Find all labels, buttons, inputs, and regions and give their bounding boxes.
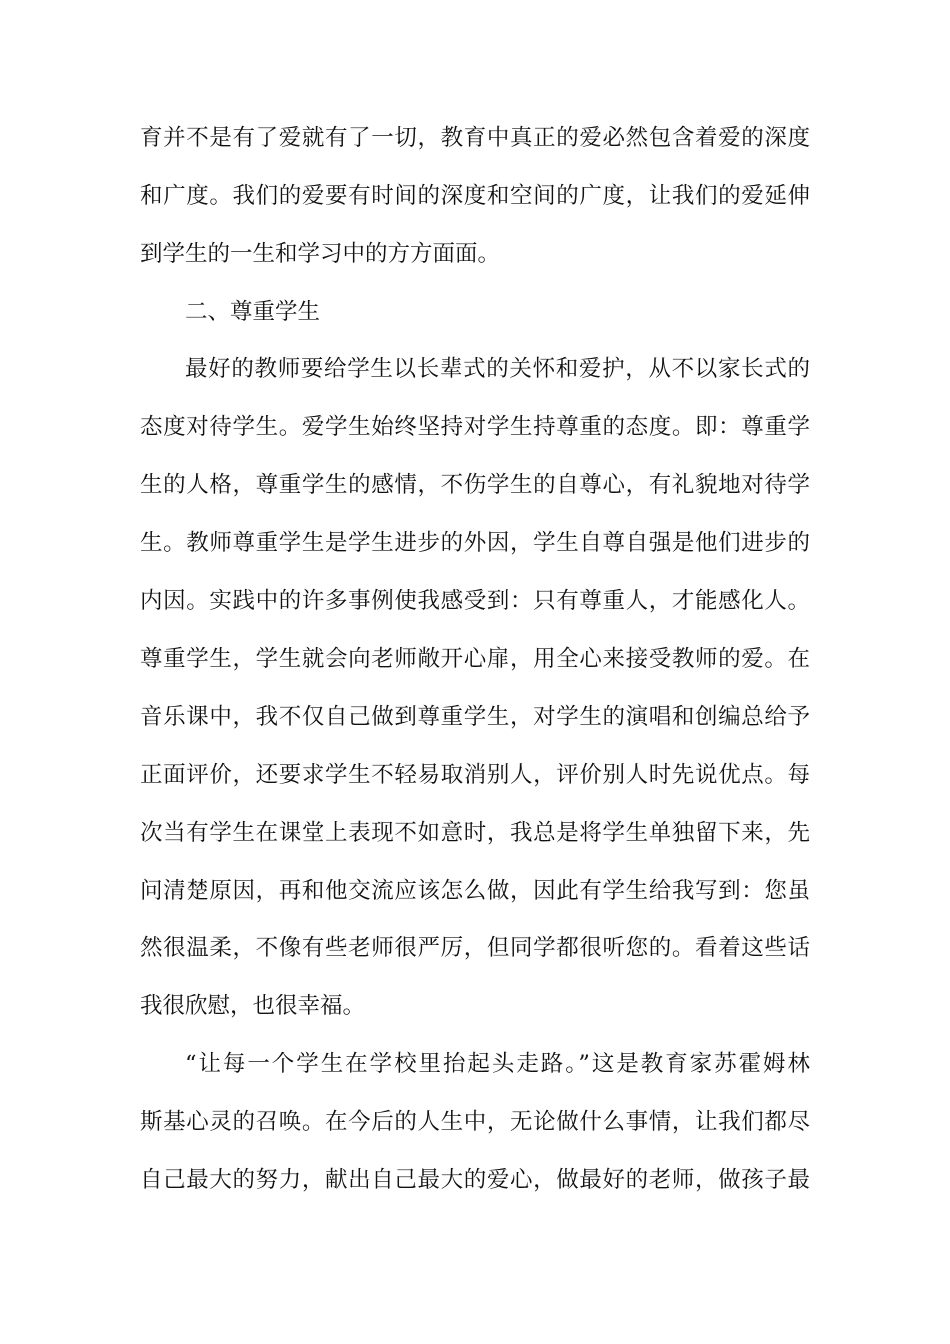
text-line-5: 最好的教师要给学生以长辈式的关怀和爱护，从不以家长式的 bbox=[185, 356, 810, 382]
text-line-9: 内因。实践中的许多事例使我感受到：只有尊重人，才能感化人。 bbox=[140, 588, 810, 614]
text-line-17: “让每一个学生在学校里抬起头走路。”这是教育家苏霍姆林 bbox=[185, 1051, 810, 1077]
text-line-12: 正面评价，还要求学生不轻易取消别人，评价别人时先说优点。每 bbox=[140, 762, 810, 788]
text-line-10: 尊重学生，学生就会向老师敞开心扉，用全心来接受教师的爱。在 bbox=[140, 646, 810, 672]
section-heading: 二、尊重学生 bbox=[185, 299, 321, 325]
text-line-14: 问清楚原因，再和他交流应该怎么做，因此有学生给我写到：您虽 bbox=[140, 878, 810, 904]
text-line-19: 自己最大的努力，献出自己最大的爱心，做最好的老师，做孩子最 bbox=[140, 1167, 810, 1193]
text-line-13: 次当有学生在课堂上表现不如意时，我总是将学生单独留下来，先 bbox=[140, 820, 810, 846]
text-line-18: 斯基心灵的召唤。在今后的人生中，无论做什么事情，让我们都尽 bbox=[140, 1109, 810, 1135]
text-line-11: 音乐课中，我不仅自己做到尊重学生，对学生的演唱和创编总给予 bbox=[140, 704, 810, 730]
text-line-15: 然很温柔，不像有些老师很严厉，但同学都很听您的。看着这些话 bbox=[140, 935, 810, 961]
text-line-6: 态度对待学生。爱学生始终坚持对学生持尊重的态度。即：尊重学 bbox=[140, 414, 810, 440]
text-line-3: 到学生的一生和学习中的方方面面。 bbox=[140, 241, 501, 267]
text-line-8: 生。教师尊重学生是学生进步的外因，学生自尊自强是他们进步的 bbox=[140, 530, 810, 556]
text-line-16: 我很欣慰，也很幸福。 bbox=[140, 993, 366, 1019]
text-line-1: 育并不是有了爱就有了一切，教育中真正的爱必然包含着爱的深度 bbox=[140, 125, 810, 151]
text-line-2: 和广度。我们的爱要有时间的深度和空间的广度，让我们的爱延伸 bbox=[140, 183, 810, 209]
text-line-7: 生的人格，尊重学生的感情，不伤学生的自尊心，有礼貌地对待学 bbox=[140, 472, 810, 498]
